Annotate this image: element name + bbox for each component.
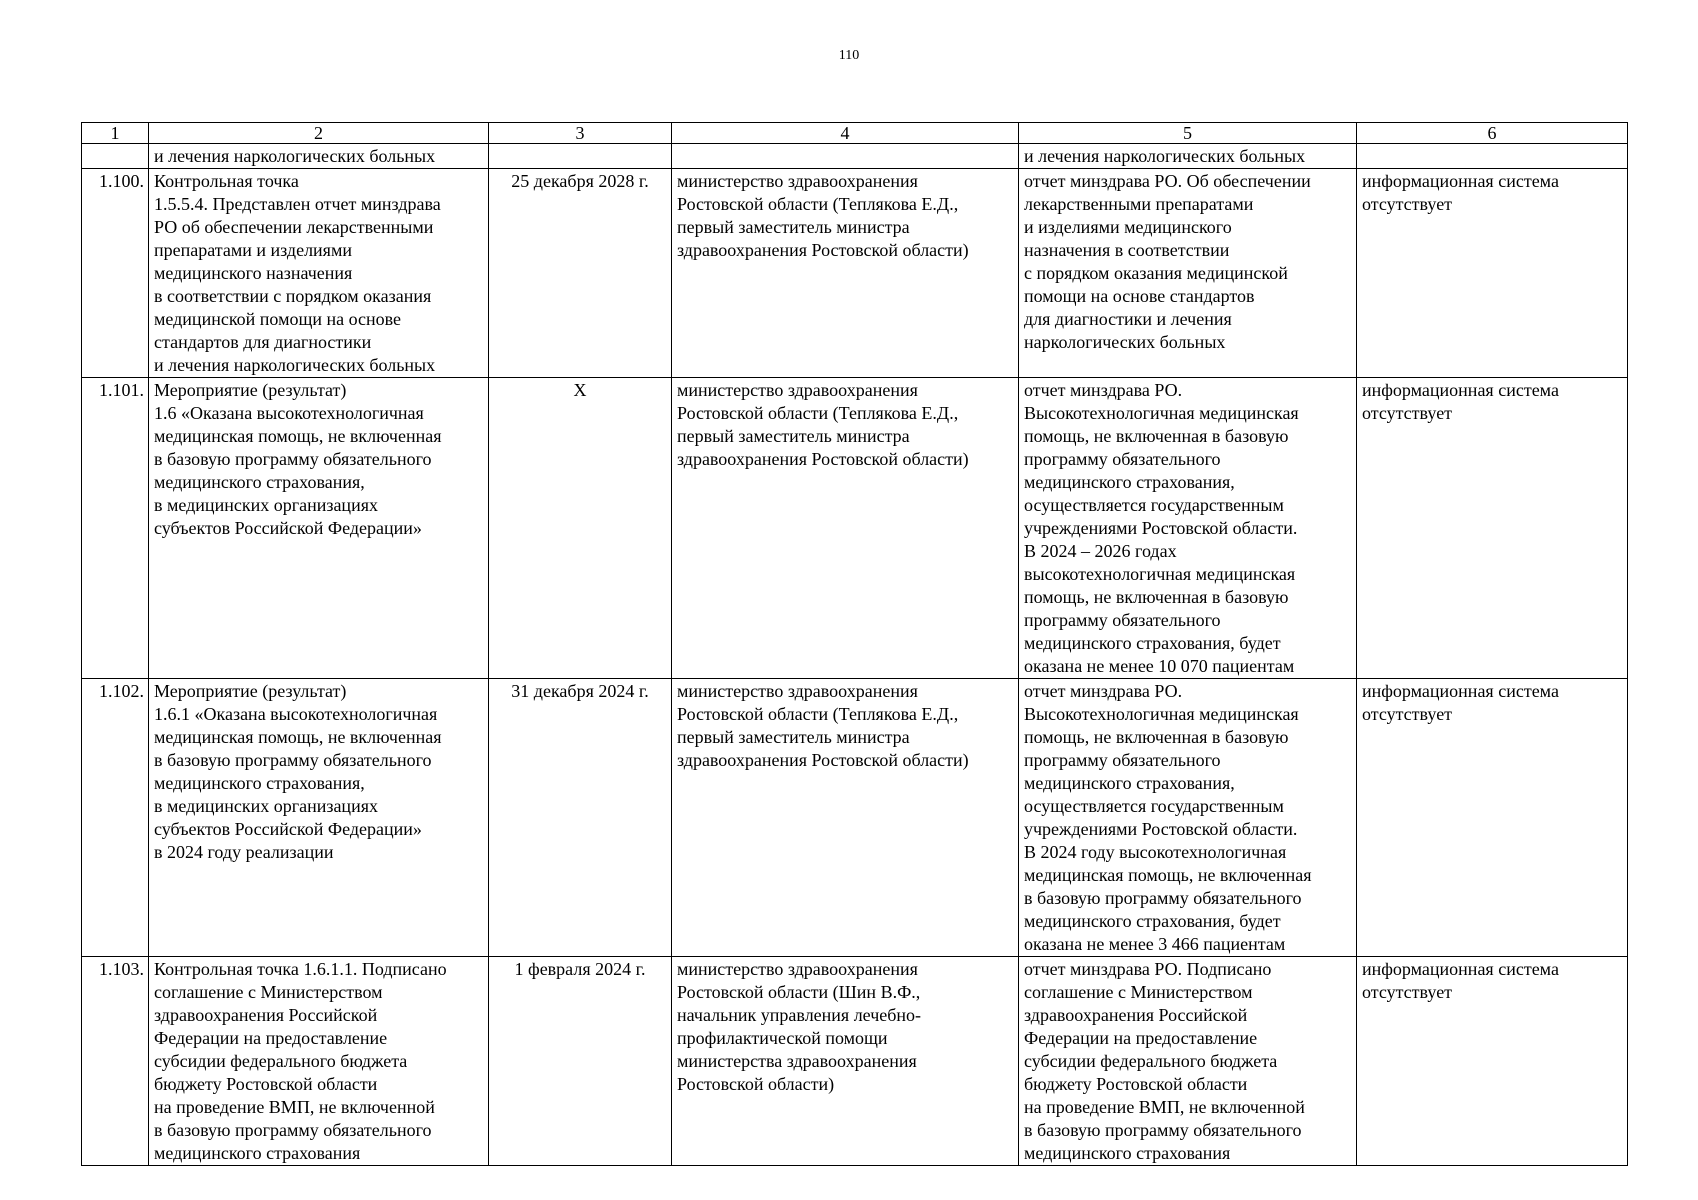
responsible: министерство здравоохранения Ростовской области (Теплякова Е.Д., первый заместитель министра здравоохранения Ростовской области)	[672, 169, 1019, 378]
responsible	[672, 144, 1019, 169]
result-document: отчет минздрава РО. Об обеспечении лекарственными препаратами и изделиями медицинского назначения в соответствии с порядком оказания медицинской помощи на основе стандартов для диагностики и лечения наркологических больных	[1019, 169, 1357, 378]
table-row	[82, 679, 1628, 957]
row-number: 1.102.	[82, 679, 149, 957]
item-name: и лечения наркологических больных	[149, 144, 489, 169]
deadline	[489, 144, 672, 169]
table-row	[82, 957, 1628, 1166]
row-number	[82, 144, 149, 169]
plan-table	[81, 122, 1628, 1166]
column-header-4: 4	[672, 123, 1019, 144]
result-document: отчет минздрава РО. Подписано соглашение с Министерством здравоохранения Российской Федерации на предоставление субсидии федерального бюджета бюджету Ростовской области на проведение ВМП, не включенной в базовую программу обязательного медицинского страхования	[1019, 957, 1357, 1166]
result-document: отчет минздрава РО. Высокотехнологичная медицинская помощь, не включенная в базовую программу обязательного медицинского страхования, осуществляется государственным учреждениями Ростовской области. В 2024 – 2026 годах высокотехнологичная медицинская помощь, не включенная в базовую программу обязательного медицинского страхования, будет оказана не менее 10 070 пациентам	[1019, 378, 1357, 679]
column-header-3: 3	[489, 123, 672, 144]
information-system: информационная система отсутствует	[1357, 679, 1628, 957]
information-system	[1357, 144, 1628, 169]
row-number: 1.103.	[82, 957, 149, 1166]
responsible: министерство здравоохранения Ростовской области (Теплякова Е.Д., первый заместитель министра здравоохранения Ростовской области)	[672, 378, 1019, 679]
result-document: и лечения наркологических больных	[1019, 144, 1357, 169]
table-row	[82, 169, 1628, 378]
table-row	[82, 378, 1628, 679]
information-system: информационная система отсутствует	[1357, 957, 1628, 1166]
column-header-6: 6	[1357, 123, 1628, 144]
column-header-2: 2	[149, 123, 489, 144]
item-name: Контрольная точка 1.6.1.1. Подписано соглашение с Министерством здравоохранения Российской Федерации на предоставление субсидии федерального бюджета бюджету Ростовской области на проведение ВМП, не включенной в базовую программу обязательного медицинского страхования	[149, 957, 489, 1166]
result-document: отчет минздрава РО. Высокотехнологичная медицинская помощь, не включенная в базовую программу обязательного медицинского страхования, осуществляется государственным учреждениями Ростовской области. В 2024 году высокотехнологичная медицинская помощь, не включенная в базовую программу обязательного медицинского страхования, будет оказана не менее 3 466 пациентам	[1019, 679, 1357, 957]
responsible: министерство здравоохранения Ростовской области (Теплякова Е.Д., первый заместитель министра здравоохранения Ростовской области)	[672, 679, 1019, 957]
deadline: 31 декабря 2024 г.	[489, 679, 672, 957]
table-header-row	[82, 123, 1628, 144]
information-system: информационная система отсутствует	[1357, 169, 1628, 378]
item-name: Мероприятие (результат) 1.6 «Оказана высокотехнологичная медицинская помощь, не включенная в базовую программу обязательного медицинского страхования, в медицинских организациях субъектов Российской Федерации»	[149, 378, 489, 679]
information-system: информационная система отсутствует	[1357, 378, 1628, 679]
deadline: 25 декабря 2028 г.	[489, 169, 672, 378]
row-number: 1.101.	[82, 378, 149, 679]
column-header-1: 1	[82, 123, 149, 144]
deadline: 1 февраля 2024 г.	[489, 957, 672, 1166]
deadline: Х	[489, 378, 672, 679]
item-name: Контрольная точка 1.5.5.4. Представлен отчет минздрава РО об обеспечении лекарственными препаратами и изделиями медицинского назначения в соответствии с порядком оказания медицинской помощи на основе стандартов для диагностики и лечения наркологических больных	[149, 169, 489, 378]
page-number: 110	[838, 48, 860, 63]
table-row	[82, 144, 1628, 169]
item-name: Мероприятие (результат) 1.6.1 «Оказана высокотехнологичная медицинская помощь, не включенная в базовую программу обязательного медицинского страхования, в медицинских организациях субъектов Российской Федерации» в 2024 году реализации	[149, 679, 489, 957]
row-number: 1.100.	[82, 169, 149, 378]
column-header-5: 5	[1019, 123, 1357, 144]
responsible: министерство здравоохранения Ростовской области (Шин В.Ф., начальник управления лечебно- профилактической помощи министерства здравоохранения Ростовской области)	[672, 957, 1019, 1166]
